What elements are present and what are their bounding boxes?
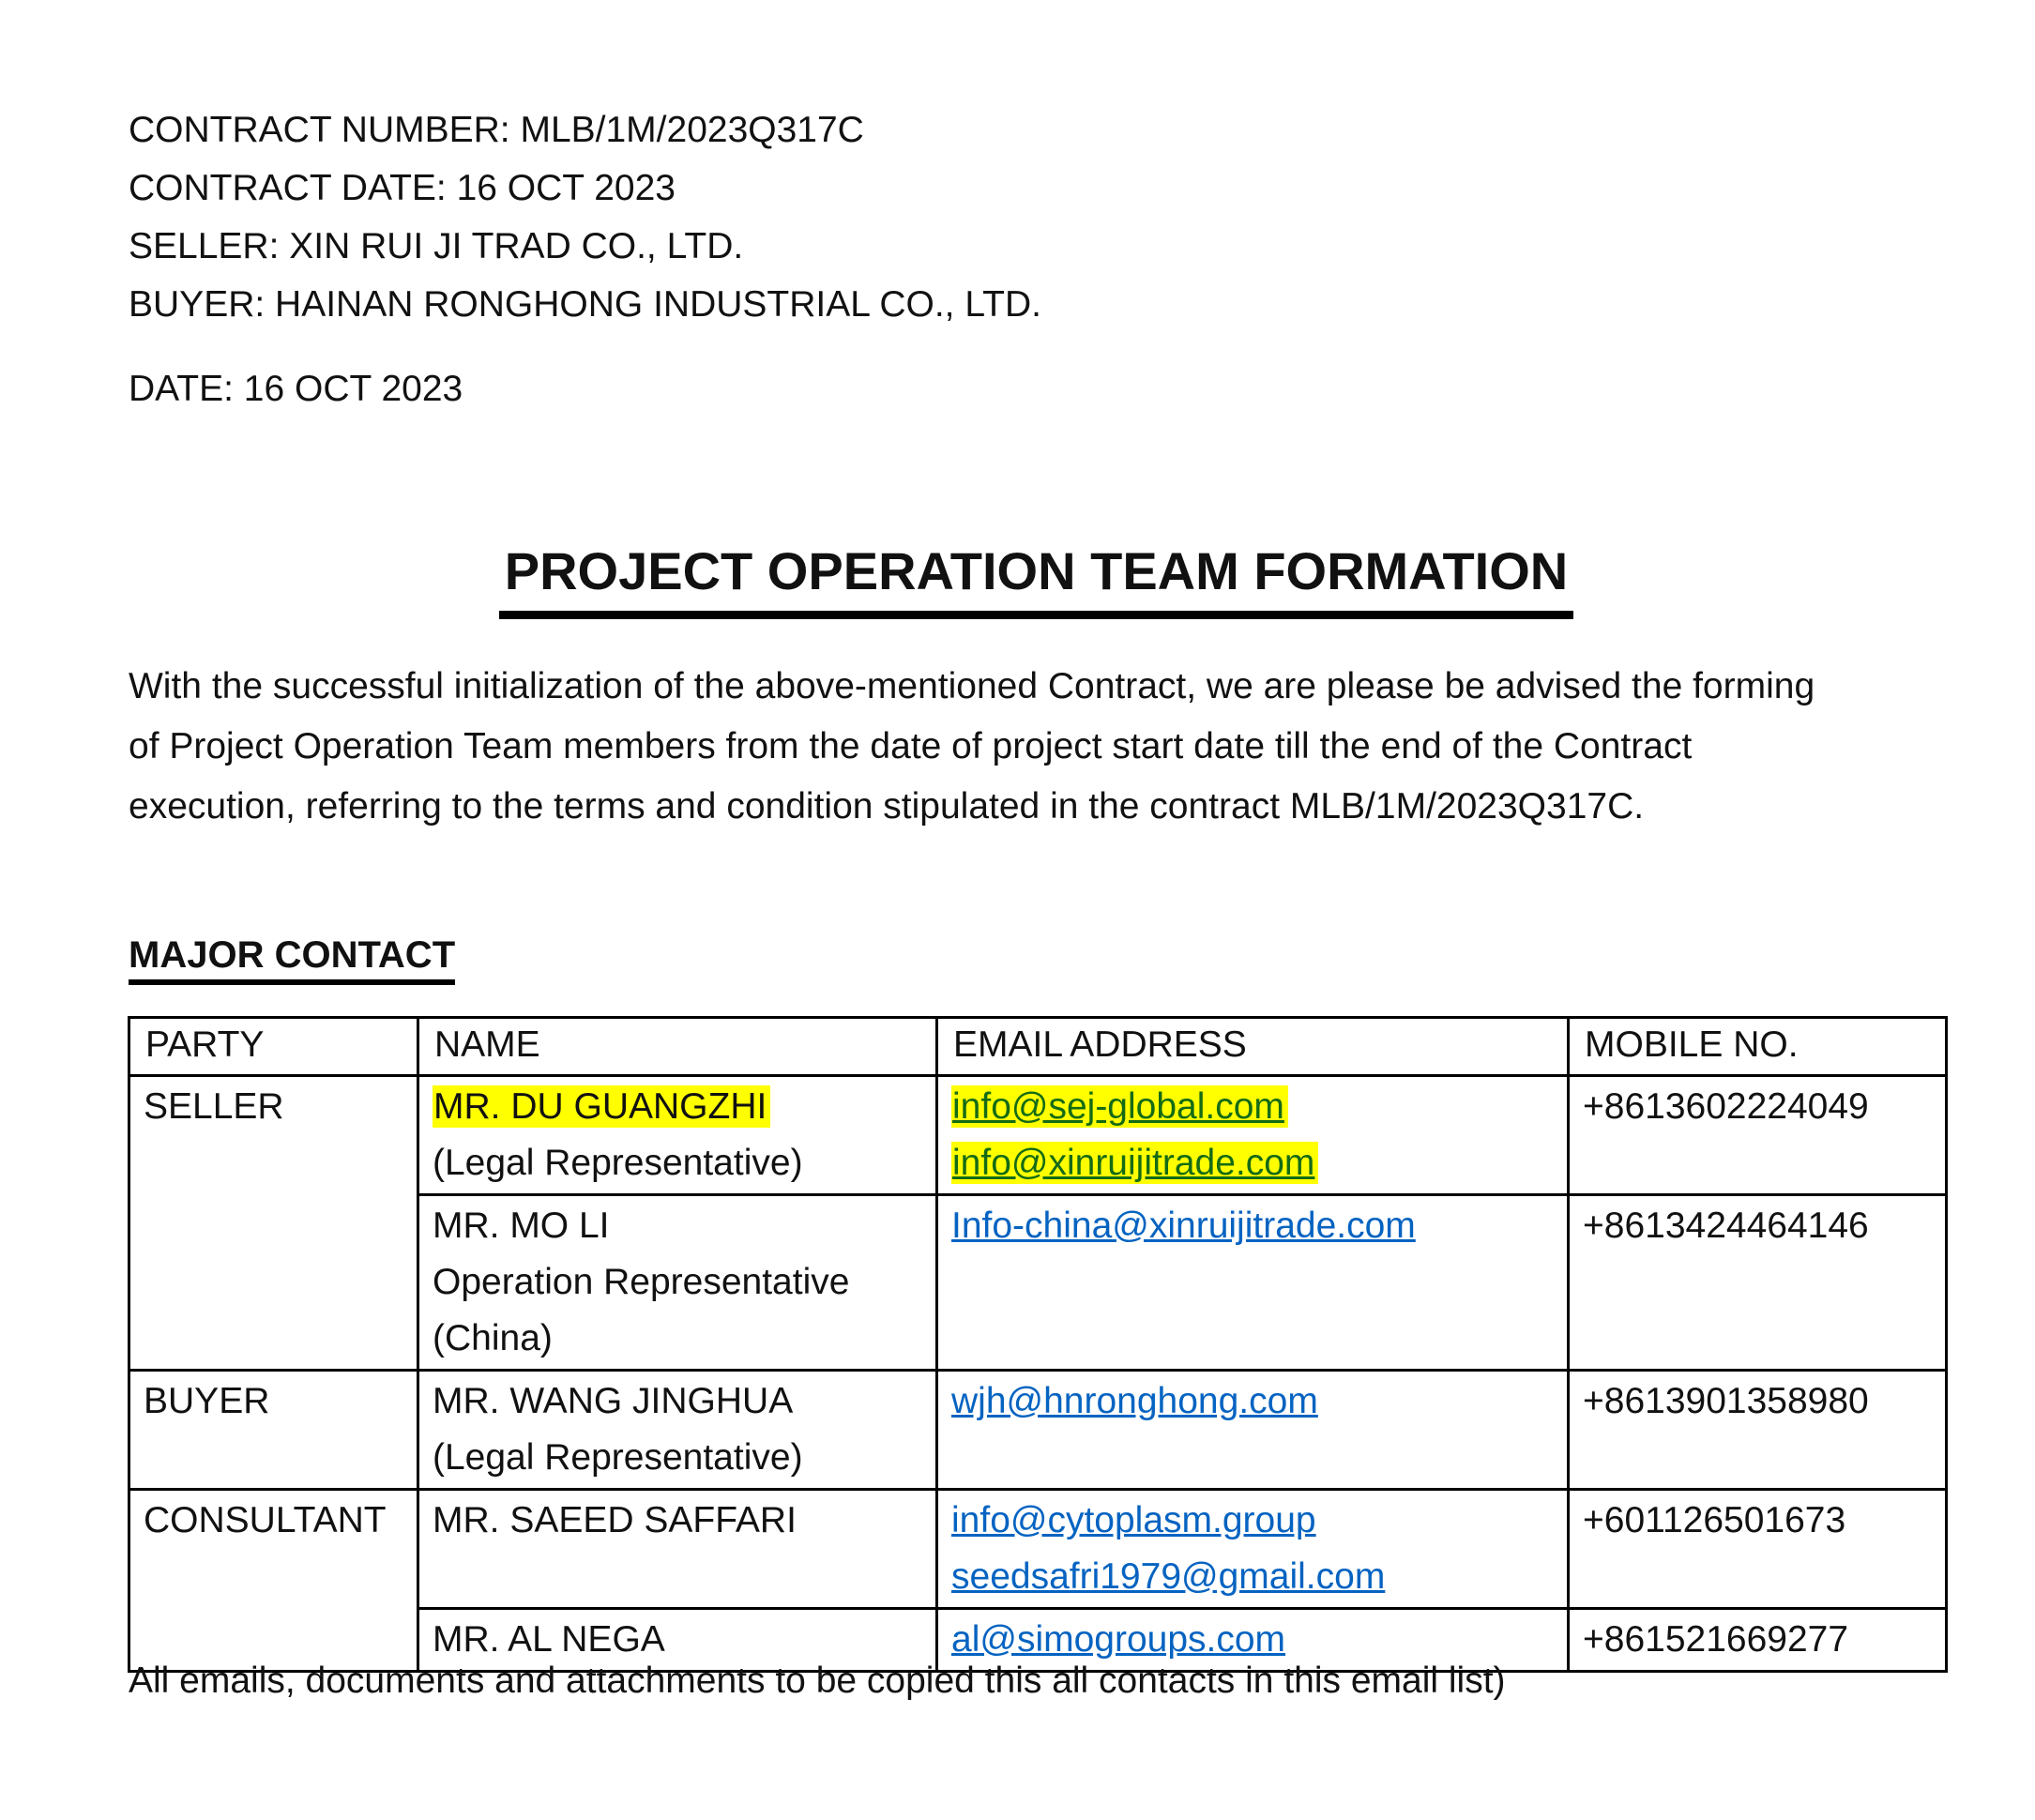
contact-role: Operation Representative [433,1262,850,1302]
contact-name: MR. WANG JINGHUA [433,1381,794,1421]
mobile-cell: +601126501673 [1569,1490,1947,1609]
title-wrapper [128,540,1945,619]
email-cell [937,1076,1569,1195]
contract-number-line: CONTRACT NUMBER: MLB/1M/2023Q317C [129,110,864,150]
table-header-row [129,1018,1947,1076]
column-header-name: NAME [418,1018,937,1076]
party-cell-consultant: CONSULTANT [129,1490,418,1672]
intro-paragraph: With the successful initialization of the above-mentioned Contract, we are please be advised the forming of Project Operation Team members from the date of project start date till the end of the Contract execution, referring to the terms and condition stipulated in the contract MLB/1M/2023Q317C. [129,666,1815,827]
major-contact-table [128,1016,1948,1673]
contact-role: (Legal Representative) [433,1437,803,1478]
document-title: PROJECT OPERATION TEAM FORMATION [499,540,1573,619]
section-heading-text: MAJOR CONTACT [129,934,455,985]
contract-header-block [129,101,1041,418]
email-link[interactable]: wjh@hnronghong.com [951,1381,1318,1421]
name-cell [418,1195,937,1371]
contact-name-highlighted: MR. DU GUANGZHI [433,1085,770,1128]
buyer-line: BUYER: HAINAN RONGHONG INDUSTRIAL CO., LTD. [129,284,1041,325]
contact-name: MR. AL NEGA [433,1619,665,1660]
table-row-consultant-1 [129,1490,1947,1609]
footer-note: All emails, documents and attachments to be copied this all contacts in this email list) [129,1661,1506,1701]
column-header-party: PARTY [129,1018,418,1076]
party-cell-seller: SELLER [129,1076,418,1371]
table-row-buyer [129,1371,1947,1490]
table-row-seller-1 [129,1076,1947,1195]
email-cell [937,1195,1569,1371]
contact-role: (Legal Representative) [433,1143,803,1183]
party-cell-buyer: BUYER [129,1371,418,1490]
contact-name: MR. MO LI [433,1206,610,1246]
name-cell [418,1076,937,1195]
mobile-cell: +861521669277 [1569,1609,1947,1672]
contract-date-line: CONTRACT DATE: 16 OCT 2023 [129,168,676,208]
mobile-cell: +8613901358980 [1569,1371,1947,1490]
email-link[interactable]: info@cytoplasm.group [951,1500,1316,1540]
email-link[interactable]: Info-china@xinruijitrade.com [951,1206,1416,1246]
mobile-cell: +8613602224049 [1569,1076,1947,1195]
contact-role: (China) [433,1318,553,1358]
email-cell [937,1371,1569,1490]
seller-line: SELLER: XIN RUI JI TRAD CO., LTD. [129,226,744,266]
email-cell [937,1490,1569,1609]
column-header-mobile: MOBILE NO. [1569,1018,1947,1076]
name-cell [418,1371,937,1490]
name-cell [418,1490,937,1609]
mobile-cell: +8613424464146 [1569,1195,1947,1371]
email-link[interactable]: seedsafri1979@gmail.com [951,1556,1386,1597]
email-link[interactable]: al@simogroups.com [951,1619,1286,1660]
email-link[interactable]: info@sej-global.com [951,1085,1288,1128]
email-link[interactable]: info@xinruijitrade.com [951,1142,1318,1184]
section-heading-major-contact [129,934,455,985]
contact-name: MR. SAEED SAFFARI [433,1500,797,1540]
date-line: DATE: 16 OCT 2023 [129,369,463,409]
column-header-email: EMAIL ADDRESS [937,1018,1569,1076]
